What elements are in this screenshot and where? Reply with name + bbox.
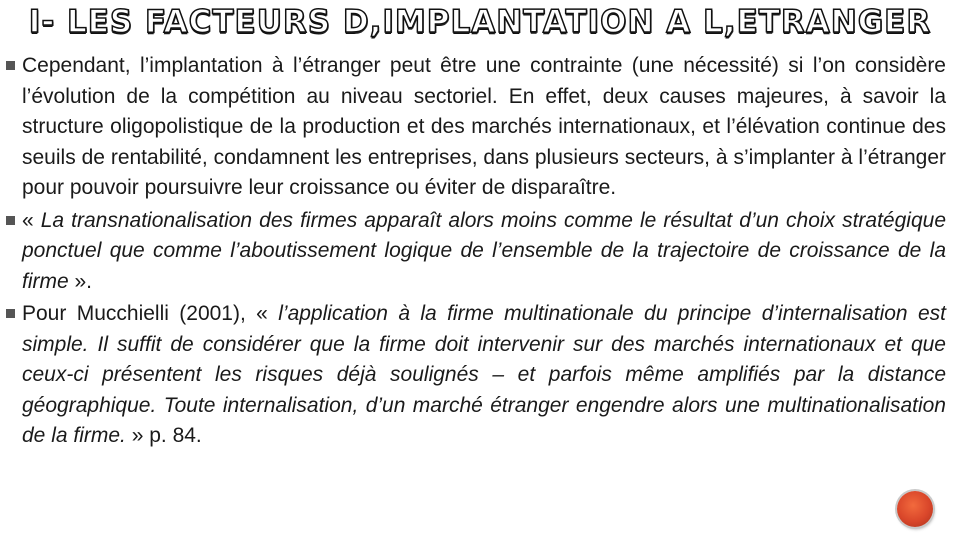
bullet-item-1: [4, 51, 946, 204]
citation-close: » p. 84.: [125, 424, 202, 447]
slide-title: I- LES FACTEURS D,IMPLANTATION A L,ETRANGER: [28, 4, 932, 40]
square-bullet-icon: [6, 309, 15, 318]
quote-text: La transnationalisation des firmes apparaît alors moins comme le résultat d’un choix stratégique ponctuel que comme l’aboutissement logique de l’ensemble de la trajectoire de croissance de la firme: [22, 208, 946, 293]
bullet-text: Cependant, l’implantation à l’étranger peut être une contrainte (une nécessité) si l’on considère l’évolution de la compétition au niveau sectoriel. En effet, deux causes majeures, à savoir la structure oligopolistique de la production et des marchés internationaux, et l’élévation continue des seuils de rentabilité, condamnent les entreprises, dans plusieurs secteurs, à s’implanter à l’étranger pour pouvoir poursuivre leur croissance ou éviter de disparaître.: [22, 54, 946, 199]
quote-open: «: [22, 208, 41, 232]
bullet-list: [4, 51, 946, 454]
bullet-item-3: [4, 299, 946, 452]
citation-lead: Pour Mucchielli (2001), «: [22, 302, 279, 325]
bullet-item-2: [4, 206, 946, 298]
quote-close: ».: [68, 269, 93, 293]
quote-text: l’application à la firme multinationale du principe d’internalisation est simple. Il suffit de considérer que la firme doit intervenir sur des marchés internationaux et que ceux-ci présentent les risques déjà soulignés – et parfois même amplifiés par la distance géographique. Toute internalisation, d’un marché étranger engendre alors une multinationalisation de la firme.: [22, 302, 946, 447]
slide-nav-button[interactable]: [897, 491, 933, 527]
square-bullet-icon: [6, 216, 15, 225]
square-bullet-icon: [6, 61, 15, 70]
